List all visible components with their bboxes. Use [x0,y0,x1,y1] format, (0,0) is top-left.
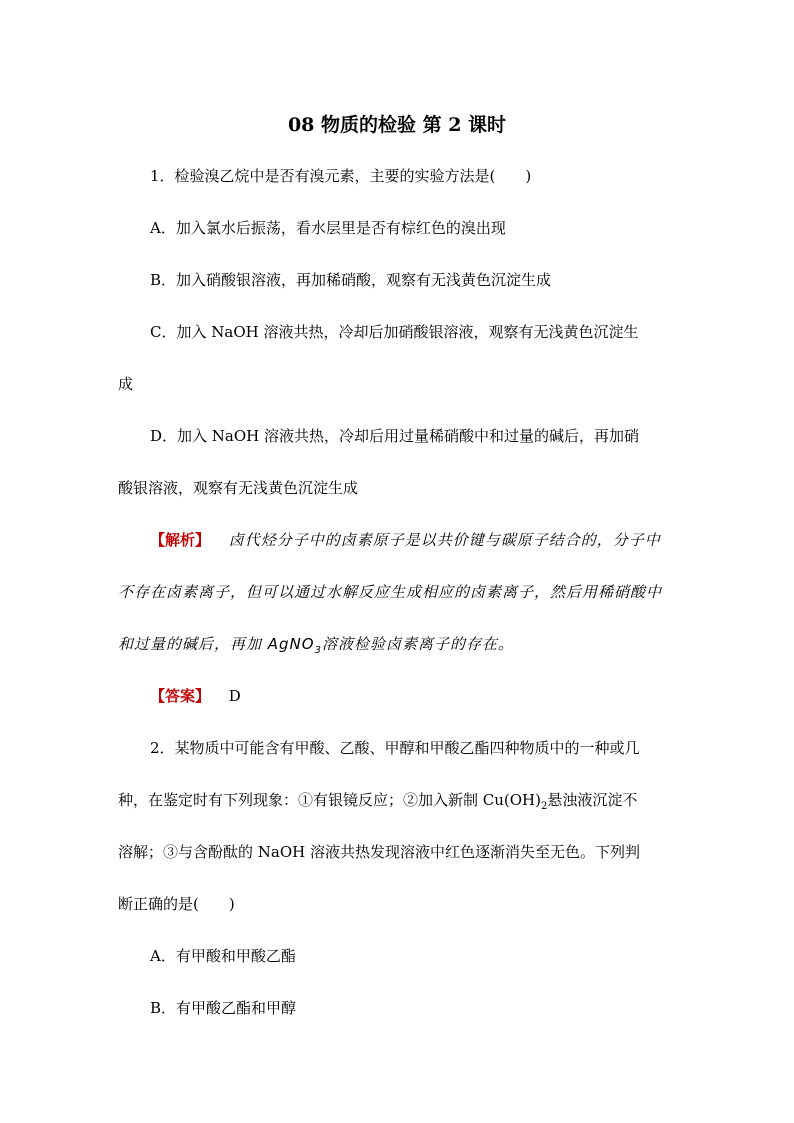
analysis-text-3-pre: 和过量的碱后，再加 AgNO [118,635,315,653]
question-2-stem-line3: 溶解；③与含酚酞的 NaOH 溶液共热发现溶液中红色逐渐消失至无色。下列判 [118,843,640,861]
analysis-line-1 [150,529,661,550]
question-1-option-c-line1: C．加入 NaOH 溶液共热，冷却后加硝酸银溶液，观察有无浅黄色沉淀生 [150,323,639,341]
analysis-text-3-sub: 3 [314,645,322,656]
answer-tag: 【答案】 [150,687,211,705]
question-2-stem-line2-post: 悬浊液沉淀不 [547,791,638,809]
question-2-option-b: B．有甲酸乙酯和甲醇 [150,999,297,1017]
question-2-stem-line4: 断正确的是( ) [118,895,235,913]
analysis-tag: 【解析】 [150,531,211,549]
answer-value: D [228,687,241,705]
analysis-line-3 [118,633,514,656]
question-1-option-a: A．加入氯水后振荡，看水层里是否有棕红色的溴出现 [150,219,506,237]
analysis-line-2: 不存在卤素离子，但可以通过水解反应生成相应的卤素离子，然后用稀硝酸中 [118,583,663,601]
question-1-option-b: B．加入硝酸银溶液，再加稀硝酸，观察有无浅黄色沉淀生成 [150,271,552,289]
answer-line [150,685,241,706]
question-1-option-d-line1: D．加入 NaOH 溶液共热，冷却后用过量稀硝酸中和过量的碱后，再加硝 [150,427,640,445]
question-1-stem: 1．检验溴乙烷中是否有溴元素，主要的实验方法是( ) [150,167,532,185]
question-1-option-d-line2: 酸银溶液，观察有无浅黄色沉淀生成 [118,479,359,497]
page-title: 08 物质的检验 第 2 课时 [287,114,507,136]
question-1-option-c-line2: 成 [118,375,134,393]
question-2-stem-line1: 2．某物质中可能含有甲酸、乙酸、甲醇和甲酸乙酯四种物质中的一种或几 [150,739,640,757]
question-2-option-a: A．有甲酸和甲酸乙酯 [150,947,296,965]
question-2-stem-line2 [118,789,637,812]
question-2-stem-line2-pre: 种，在鉴定时有下列现象：①有银镜反应；②加入新制 Cu(OH) [118,791,541,809]
analysis-text-3-post: 溶液检验卤素离子的存在。 [321,635,514,653]
analysis-text-1: 卤代烃分子中的卤素原子是以共价键与碳原子结合的，分子中 [228,531,661,549]
question-2-stem-line2-sub: 2 [541,801,548,812]
